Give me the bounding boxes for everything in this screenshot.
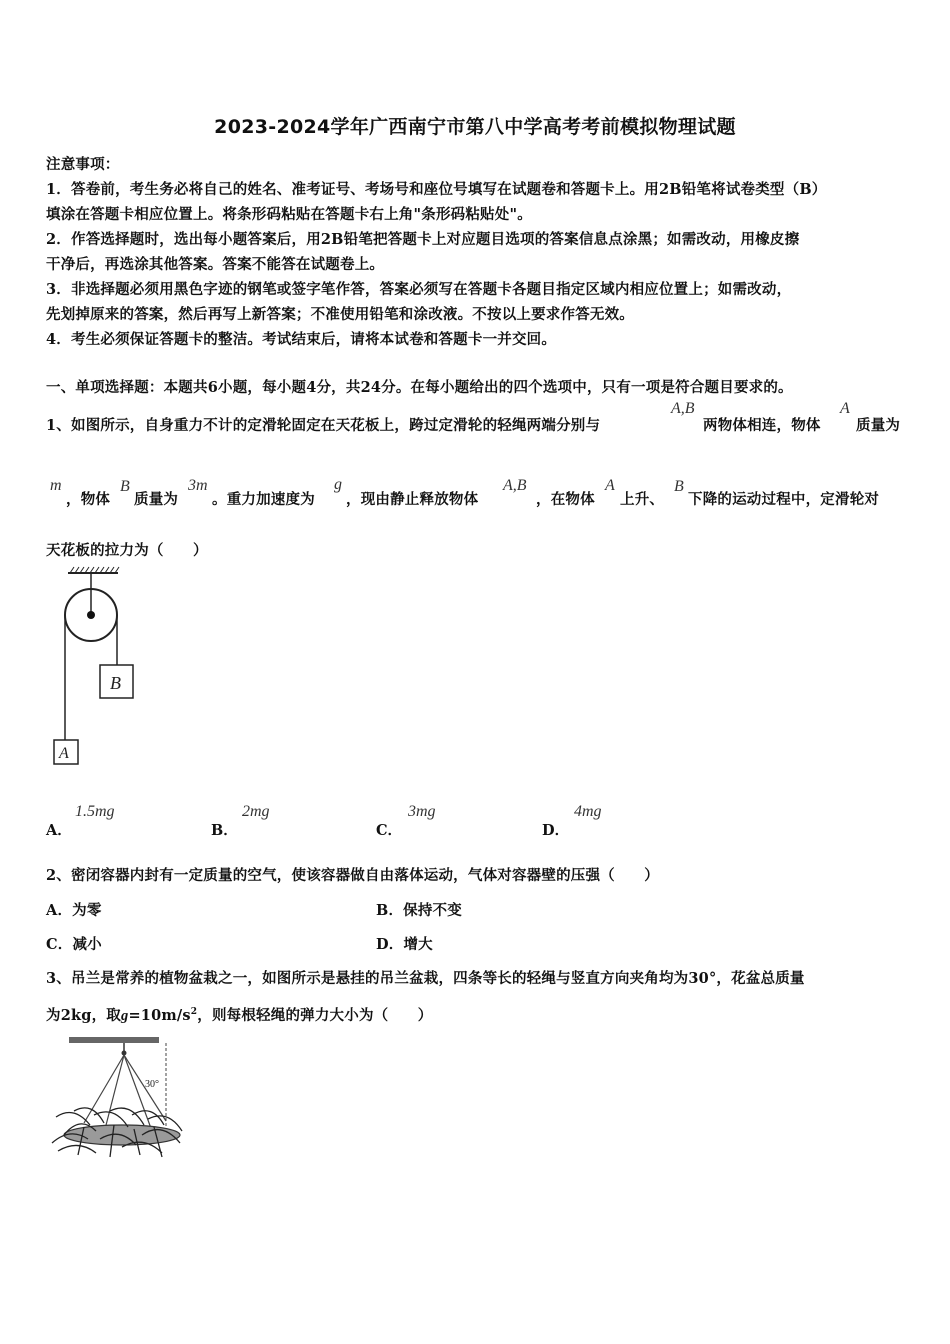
q1-option-d-value: 4mg — [574, 803, 602, 820]
q1-math-g: g — [334, 476, 342, 493]
notice-line-3a: 3．非选择题必须用黑色字迹的钢笔或签字笔作答，答案必须写在答题卡各题目指定区域内相应位置上；如需改动， — [46, 281, 792, 298]
notice-line-1b: 填涂在答题卡相应位置上。将条形码粘贴在答题卡右上角"条形码粘贴处"。 — [46, 206, 532, 223]
q1-text-mass: 质量为 — [134, 491, 179, 508]
q3-g-symbol: g — [120, 1008, 129, 1024]
q1-text-g: 。重力加速度为 — [212, 491, 315, 508]
q1-math-m: m — [50, 477, 62, 494]
q2-option-d: D．增大 — [376, 936, 433, 953]
q1-option-a-value: 1.5mg — [75, 803, 115, 820]
q1-option-b-value: 2mg — [242, 803, 270, 820]
q3-line2-pre: 为2kg，取 — [46, 1007, 121, 1024]
q3-g-unit-exp: 2 — [190, 1007, 198, 1018]
q1-line1-pre: 1、如图所示，自身重力不计的定滑轮固定在天花板上，跨过定滑轮的轻绳两端分别与 — [46, 417, 601, 434]
q3-line2 — [46, 1004, 432, 1025]
q2-option-b: B．保持不变 — [376, 902, 462, 919]
q1-line1-mid: 两物体相连，物体 — [703, 417, 821, 434]
q3-line2-post: ，则每根轻绳的弹力大小为（ ） — [197, 1007, 433, 1024]
pulley-figure — [40, 565, 150, 775]
pulley-label-A: A — [59, 745, 69, 762]
q1-option-a-label: A． — [46, 822, 72, 839]
q2-stem: 2、密闭容器内封有一定质量的空气，使该容器做自由落体运动，气体对容器壁的压强（ ） — [46, 867, 659, 884]
q1-option-b-label: B． — [211, 822, 238, 839]
q1-option-c-label: C． — [376, 822, 403, 839]
q1-math-3m: 3m — [188, 477, 208, 494]
page-title: 2023-2024学年广西南宁市第八中学高考考前模拟物理试题 — [214, 116, 736, 138]
notice-heading: 注意事项： — [46, 156, 120, 173]
q1-math-AB: A,B — [671, 400, 695, 417]
q2-option-c: C．减小 — [46, 936, 102, 953]
q1-line1-post: 质量为 — [856, 417, 901, 434]
q1-math-B2: B — [674, 478, 684, 495]
notice-line-2b: 干净后，再选涂其他答案。答案不能答在试题卷上。 — [46, 256, 385, 273]
q3-g-value: =10m/s — [128, 1007, 191, 1024]
q1-text-obj: ，物体 — [66, 491, 111, 508]
notice-line-4: 4．考生必须保证答题卡的整洁。考试结束后，请将本试卷和答题卡一并交回。 — [46, 331, 557, 348]
notice-line-1a: 1．答卷前，考生务必将自己的姓名、准考证号、考场号和座位号填写在试题卷和答题卡上。用2B铅笔将试卷类型（B） — [46, 181, 827, 198]
pulley-label-B: B — [110, 673, 121, 693]
q3-line1: 3、吊兰是常养的植物盆栽之一，如图所示是悬挂的吊兰盆栽，四条等长的轻绳与竖直方向夹角均为30°，花盆总质量 — [46, 970, 805, 987]
q2-option-a: A．为零 — [46, 902, 102, 919]
q1-text-fall: 下降的运动过程中，定滑轮对 — [688, 491, 880, 508]
q1-math-A: A — [840, 400, 850, 417]
plant-angle-label: 30° — [145, 1079, 159, 1090]
q1-text-release: ，现由静止释放物体 — [346, 491, 479, 508]
q1-math-A2: A — [605, 477, 615, 494]
q1-text-rise: 上升、 — [620, 491, 665, 508]
q1-option-d-label: D． — [542, 822, 570, 839]
notice-line-3b: 先划掉原来的答案，然后再写上新答案；不准使用铅笔和涂改液。不按以上要求作答无效。 — [46, 306, 634, 323]
q1-line3: 天花板的拉力为（ ） — [46, 542, 208, 559]
q1-math-B: B — [120, 478, 130, 495]
hanging-plant-figure — [44, 1035, 186, 1160]
q1-option-c-value: 3mg — [408, 803, 436, 820]
section-heading: 一、单项选择题：本题共6小题，每小题4分，共24分。在每小题给出的四个选项中，只有一项是符合题目要求的。 — [46, 379, 793, 396]
q1-text-inA: ，在物体 — [536, 491, 595, 508]
q1-math-AB2: A,B — [503, 477, 527, 494]
notice-line-2a: 2．作答选择题时，选出每小题答案后，用2B铅笔把答题卡上对应题目选项的答案信息点涂黑；如需改动，用橡皮擦 — [46, 231, 800, 248]
